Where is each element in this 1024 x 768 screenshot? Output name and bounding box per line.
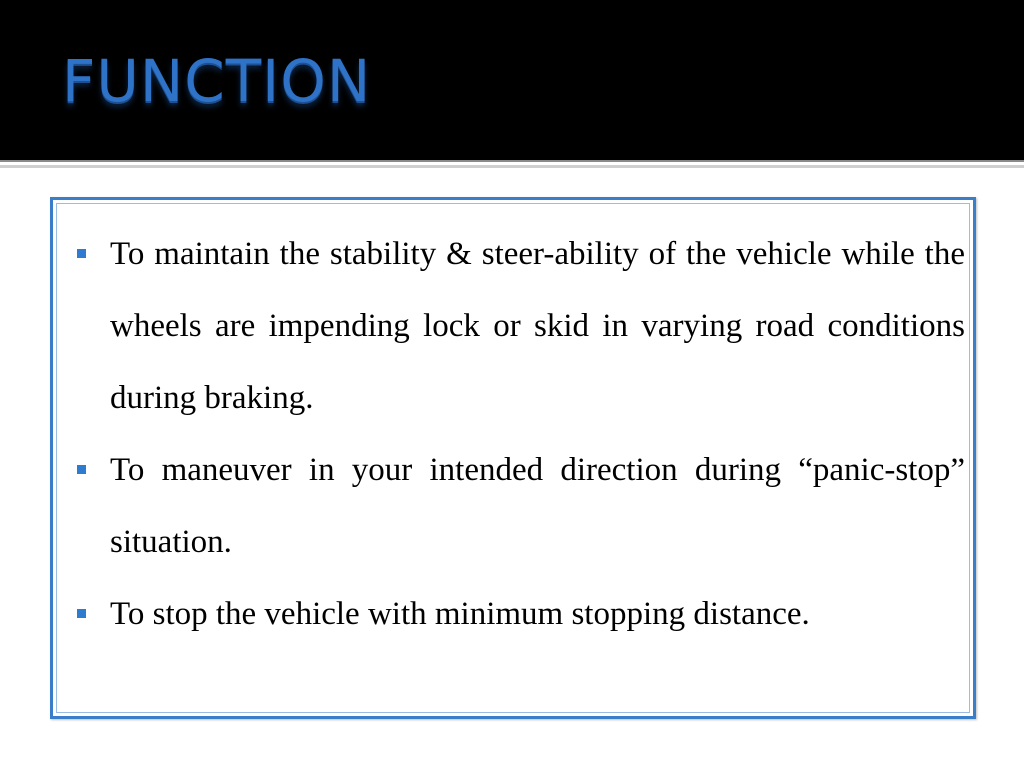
header-divider-light xyxy=(0,165,1024,168)
content-box xyxy=(50,197,976,719)
bullet-list xyxy=(77,218,965,650)
title-bar xyxy=(0,0,1024,160)
header-divider xyxy=(0,160,1024,162)
bullet-item xyxy=(77,578,965,650)
bullet-text: To maintain the stability & steer-ability of the vehicle while the wheels are impending lock or skid in varying road conditions during braking. xyxy=(110,236,965,416)
square-bullet-icon xyxy=(77,249,86,258)
square-bullet-icon xyxy=(77,609,86,618)
bullet-item xyxy=(77,434,965,578)
slide-title: FUNCTION xyxy=(62,47,372,115)
bullet-item xyxy=(77,218,965,434)
bullet-text: To stop the vehicle with minimum stopping distance. xyxy=(110,596,810,632)
square-bullet-icon xyxy=(77,465,86,474)
bullet-text: To maneuver in your intended direction during “panic-stop” situation. xyxy=(110,452,965,560)
